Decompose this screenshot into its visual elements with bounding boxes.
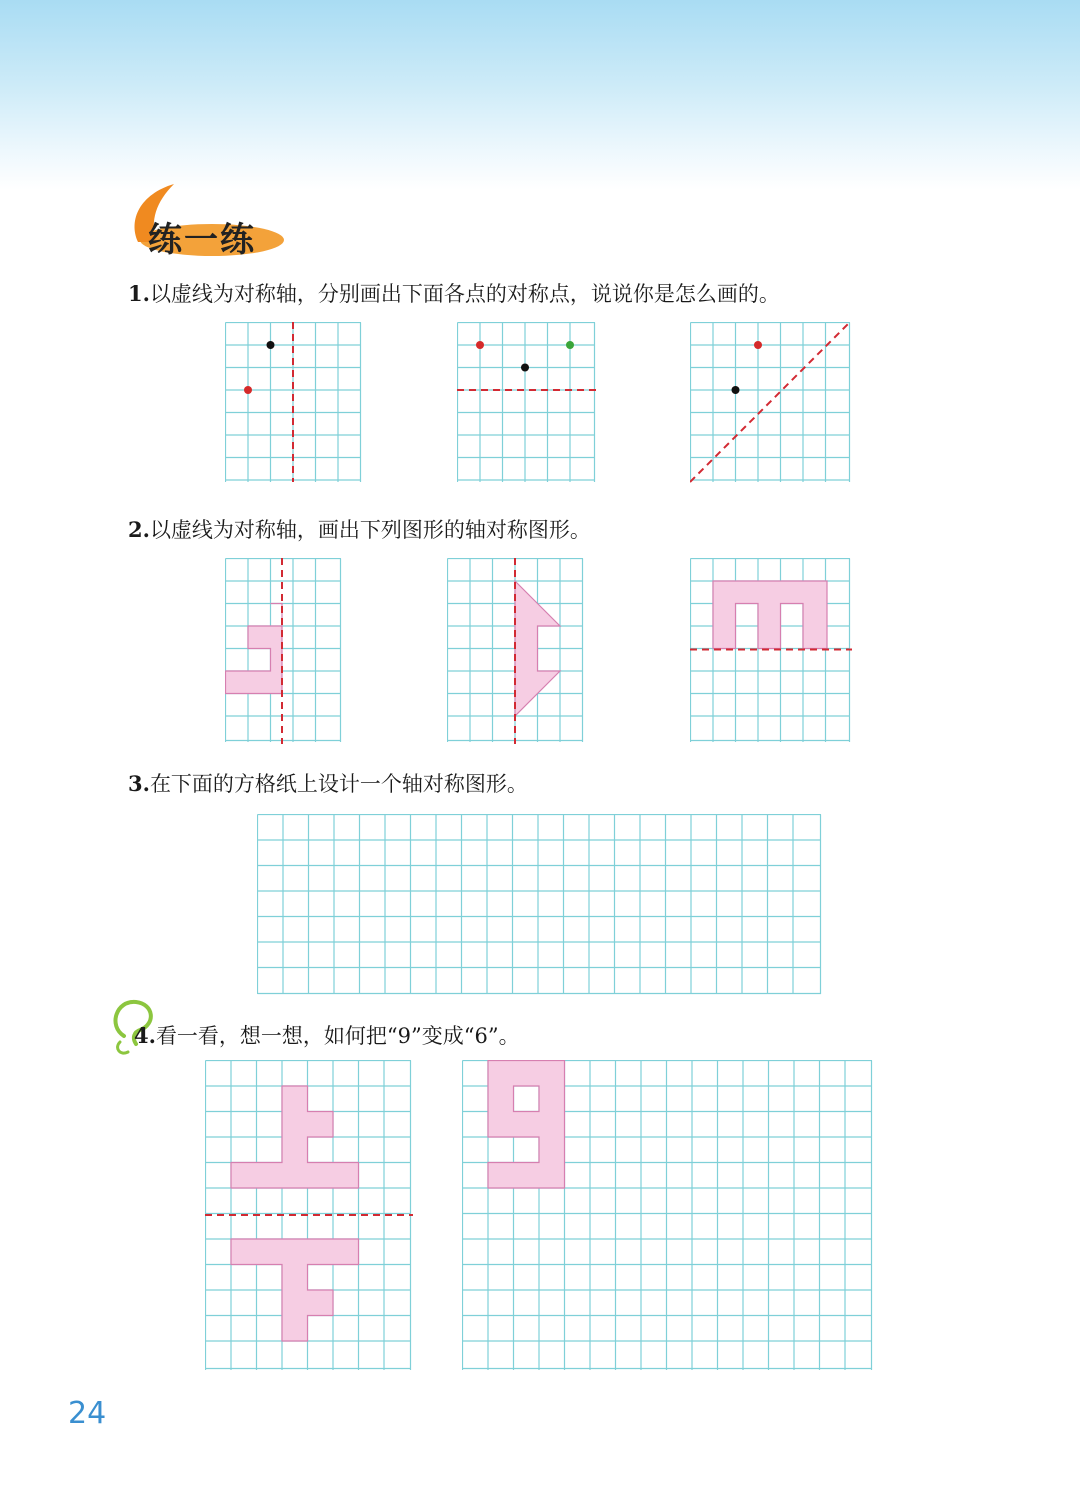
question-4 [134, 1020, 520, 1050]
question-1-text: 以虚线为对称轴，分别画出下面各点的对称点，说说你是怎么画的。 [149, 282, 780, 306]
question-3-text: 在下面的方格纸上设计一个轴对称图形。 [149, 772, 528, 796]
question-3 [128, 768, 528, 798]
question-2-number: 2. [128, 517, 150, 542]
question-3-number: 3. [128, 771, 150, 796]
question-1 [128, 278, 780, 308]
shape-half [713, 581, 827, 649]
q1-grid-2 [457, 322, 597, 484]
question-1-number: 1. [128, 281, 150, 306]
section-title: 练一练 [148, 220, 256, 260]
question-4-text: 看一看，想一想，如何把“9”变成“6”。 [155, 1024, 520, 1048]
black-point [732, 386, 740, 394]
grid-lines [206, 1061, 412, 1371]
question-2-text: 以虚线为对称轴，画出下列图形的轴对称图形。 [149, 518, 591, 542]
q2-grid-3 [690, 558, 852, 744]
q2-grid-1 [225, 558, 343, 744]
question-2 [128, 514, 591, 544]
green-point [566, 341, 574, 349]
q2-grid-2 [447, 558, 585, 744]
black-point [521, 364, 529, 372]
q4-work-grid[interactable] [462, 1060, 874, 1372]
grid-lines [226, 559, 342, 743]
black-point [267, 341, 275, 349]
design-grid[interactable] [257, 814, 823, 996]
red-point [754, 341, 762, 349]
q4-example-grid [205, 1060, 413, 1372]
page-number: 24 [68, 1396, 107, 1431]
red-point [244, 386, 252, 394]
grid-lines [258, 815, 822, 995]
shape-nine [488, 1061, 565, 1189]
question-4-number: 4. [134, 1023, 156, 1048]
grid-lines [463, 1061, 873, 1371]
q1-grid-1 [225, 322, 363, 484]
header-sky-banner [0, 0, 1080, 190]
q1-grid-3 [690, 322, 852, 484]
red-point [476, 341, 484, 349]
